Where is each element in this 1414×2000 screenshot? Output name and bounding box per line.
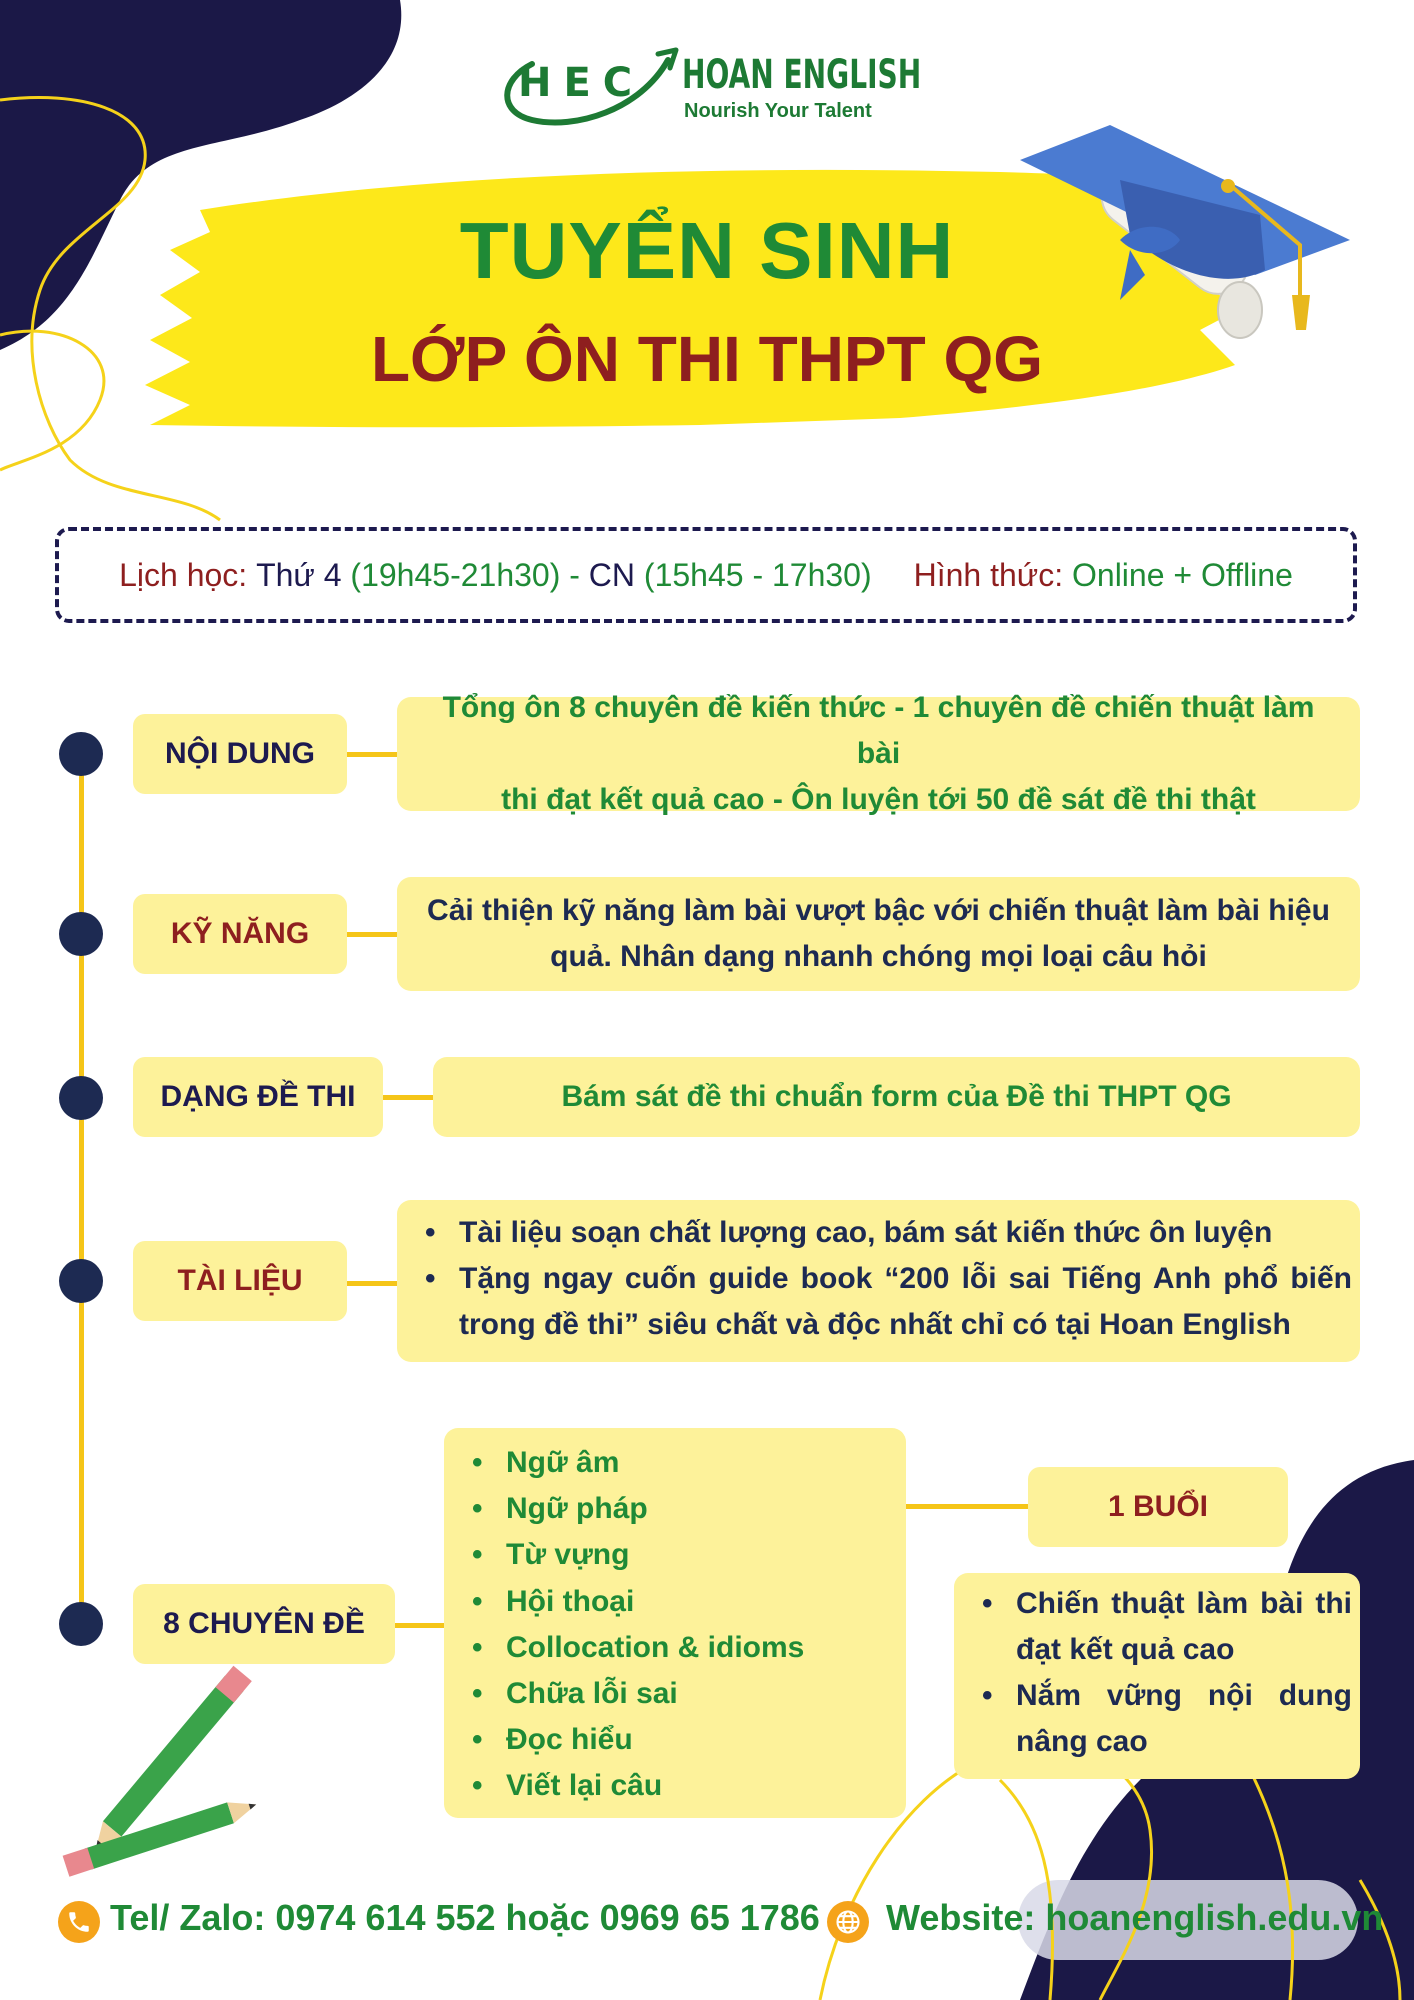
timeline-dot (59, 1259, 103, 1303)
noi-dung-line2: thi đạt kết quả cao - Ôn luyện tới 50 đề sát đề thi thật (501, 783, 1256, 816)
connector (906, 1504, 1028, 1509)
connector (347, 932, 397, 937)
schedule-box (55, 527, 1357, 623)
list-item: • Tặng ngay cuốn guide book “200 lỗi sai Tiếng Anh phổ biến trong đề thi” siêu chất và độc nhất chỉ có tại Hoan English (397, 1256, 1352, 1348)
pencil-icon (63, 1666, 260, 1877)
connector (347, 1281, 397, 1286)
session-badge: 1 BUỔI (1028, 1467, 1288, 1547)
schedule-day1: Thứ 4 (256, 556, 342, 593)
schedule-label: Lịch học: (119, 556, 248, 593)
noi-dung-box (397, 691, 1360, 816)
connector (383, 1095, 433, 1100)
label-noi-dung: NỘI DUNG (133, 714, 347, 794)
noi-dung-line1: Tổng ôn 8 chuyên đề kiến thức - 1 chuyên đề chiến thuật làm bài (442, 691, 1315, 770)
list-item: • Hội thoại (444, 1579, 906, 1625)
ky-nang-line1: Cải thiện kỹ năng làm bài vượt bậc với chiến thuật làm bài hiệu (427, 894, 1330, 927)
globe-icon (827, 1901, 869, 1943)
list-item: • Từ vựng (444, 1532, 906, 1578)
label-ky-nang: KỸ NĂNG (133, 894, 347, 974)
timeline-dot (59, 732, 103, 776)
topics-list (444, 1440, 906, 1810)
topics-box (444, 1428, 906, 1818)
logo-letters: HEC (518, 60, 645, 106)
ky-nang-line2: quả. Nhân dạng nhanh chóng mọi loại câu hỏi (550, 940, 1207, 973)
footer-website[interactable]: Website: hoanenglish.edu.vn (886, 1897, 1384, 1938)
label-tai-lieu: TÀI LIỆU (133, 1241, 347, 1321)
headline-main: TUYỂN SINH (459, 206, 955, 295)
brand-name: HOAN ENGLISH (682, 52, 922, 98)
strategy-list (954, 1581, 1352, 1765)
brand-tagline: Nourish Your Talent (684, 100, 872, 122)
timeline-dot (59, 1076, 103, 1120)
list-item: • Collocation & idioms (444, 1625, 906, 1671)
list-item: • Nắm vững nội dung nâng cao (954, 1673, 1352, 1765)
schedule-time2: (15h45 - 17h30) (643, 556, 872, 593)
connector (395, 1623, 445, 1628)
list-item: • Ngữ âm (444, 1440, 906, 1486)
list-item: • Ngữ pháp (444, 1486, 906, 1532)
mode-value: Online + Offline (1072, 556, 1293, 593)
mode-label: Hình thức: (913, 556, 1064, 593)
tai-lieu-box (397, 1200, 1360, 1362)
schedule-time1: (19h45-21h30) - (350, 556, 580, 593)
schedule-day2: CN (588, 556, 636, 593)
phone-icon (58, 1901, 100, 1943)
list-item: • Viết lại câu (444, 1763, 906, 1809)
ky-nang-box (397, 877, 1360, 991)
list-item: • Tài liệu soạn chất lượng cao, bám sát kiến thức ôn luyện (397, 1210, 1352, 1256)
timeline-dot (59, 912, 103, 956)
connector (347, 752, 397, 757)
footer-phone[interactable]: Tel/ Zalo: 0974 614 552 hoặc 0969 65 1786 (110, 1897, 820, 1938)
strategy-box (954, 1573, 1360, 1779)
label-chuyen-de: 8 CHUYÊN ĐỀ (133, 1584, 395, 1664)
dang-de-thi-box (433, 1057, 1360, 1137)
list-item: • Chữa lỗi sai (444, 1671, 906, 1717)
headline-sub: LỚP ÔN THI THPT QG (370, 323, 1044, 395)
label-dang-de-thi: DẠNG ĐỀ THI (133, 1057, 383, 1137)
list-item: • Chiến thuật làm bài thi đạt kết quả cao (954, 1581, 1352, 1673)
dang-de-thi-text: Bám sát đề thi chuẩn form của Đề thi THPT QG (561, 1080, 1232, 1113)
tai-lieu-list (397, 1210, 1352, 1348)
list-item: • Đọc hiểu (444, 1717, 906, 1763)
timeline-dot (59, 1602, 103, 1646)
